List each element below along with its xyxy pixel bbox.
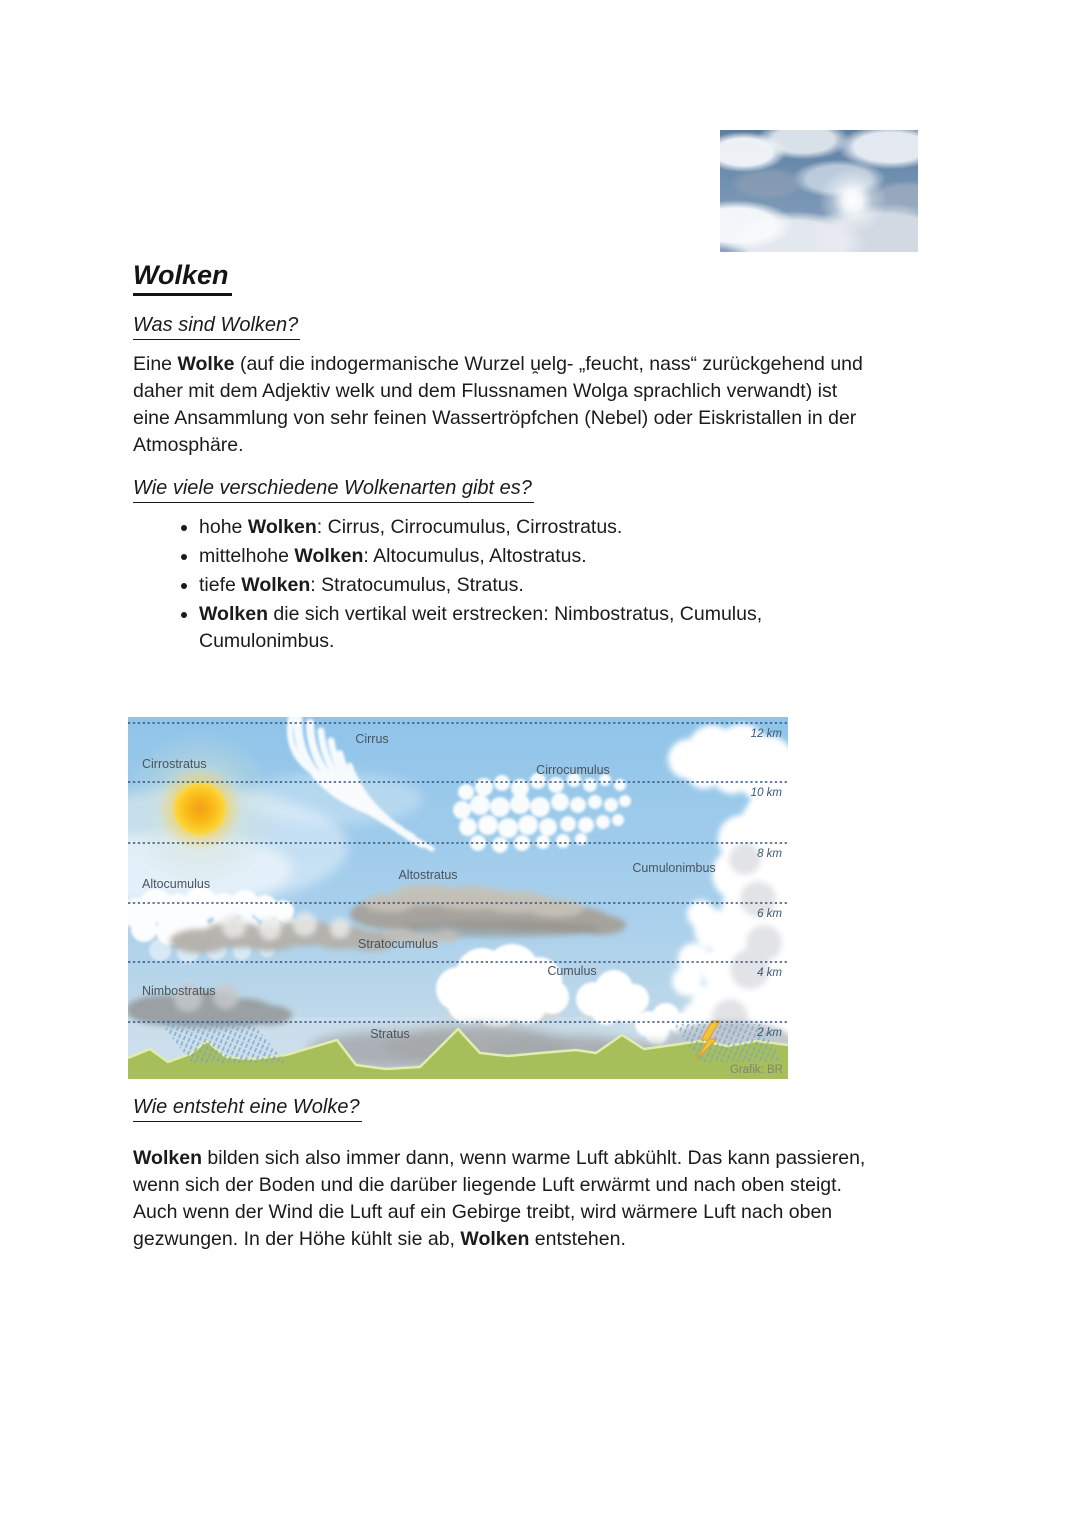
cloud-types-list — [133, 514, 925, 657]
page-title-text: Wolken — [133, 260, 232, 296]
altitude-label-8km: 8 km — [757, 848, 782, 860]
diagram-label-stratus: Stratus — [370, 1027, 410, 1041]
paragraph-cloud-formation: Wolken bilden sich also immer dann, wenn warme Luft abkühlt. Das kann passieren, wenn sich der Boden und die darüber liegende Luft erwärmt und nach oben steigt. Auch wenn der Wind die Luft auf ein Gebirge treibt, wird wärmere Luft nach oben gezwungen. In der Höhe kühlt sie ab, Wolken entstehen. — [133, 1147, 866, 1250]
diagram-label-cirrus: Cirrus — [355, 732, 389, 746]
heading-how-do-clouds-form-text: Wie entsteht eine Wolke? — [133, 1096, 362, 1122]
page-title — [133, 260, 232, 296]
diagram-label-altocumulus: Altocumulus — [142, 877, 211, 891]
diagram-label-nimbostratus: Nimbostratus — [142, 984, 216, 998]
cloud-altitude-diagram — [128, 717, 788, 1079]
diagram-label-cumulonimbus: Cumulonimbus — [632, 861, 716, 875]
diagram-credit: Grafik: BR — [729, 1064, 783, 1076]
heading-what-are-clouds-text: Was sind Wolken? — [133, 314, 300, 340]
altitude-label-10km: 10 km — [750, 787, 782, 799]
list-item-high-clouds: • hohe Wolken: Cirrus, Cirrocumulus, Cirrostratus. — [199, 514, 925, 541]
altitude-label-12km: 12 km — [750, 728, 782, 740]
heading-how-do-clouds-form — [133, 1096, 362, 1122]
heading-what-are-clouds — [133, 314, 300, 340]
diagram-label-cirrocumulus: Cirrocumulus — [536, 763, 610, 777]
paragraph-what-are-clouds: Eine Wolke (auf die indogermanische Wurzel u̯elg- „feucht, nass“ zurückgehend und daher mit dem Adjektiv welk und dem Flussnamen Wolga sprachlich verwandt) ist eine Ansammlung von sehr feinen Wassertröpfchen (Nebel) oder Eiskristallen in der Atmosphäre. — [133, 353, 863, 456]
diagram-label-stratocumulus: Stratocumulus — [358, 937, 438, 951]
sky-photo — [720, 130, 918, 252]
diagram-label-cirrostratus: Cirrostratus — [142, 757, 207, 771]
altitude-label-2km: 2 km — [757, 1027, 782, 1039]
sun-icon — [174, 783, 226, 835]
altitude-label-4km: 4 km — [757, 967, 782, 979]
heading-how-many-cloud-types — [133, 477, 534, 503]
diagram-label-cumulus: Cumulus — [547, 964, 597, 978]
list-item-mid-clouds: • mittelhohe Wolken: Altocumulus, Altostratus. — [199, 543, 925, 570]
list-item-low-clouds: • tiefe Wolken: Stratocumulus, Stratus. — [199, 572, 925, 599]
diagram-label-altostratus: Altostratus — [398, 868, 458, 882]
list-item-vertical-clouds: • Wolken die sich vertikal weit erstrecken: Nimbostratus, Cumulus, Cumulonimbus. — [199, 601, 925, 655]
heading-how-many-cloud-types-text: Wie viele verschiedene Wolkenarten gibt es? — [133, 477, 534, 503]
altitude-label-6km: 6 km — [757, 908, 782, 920]
